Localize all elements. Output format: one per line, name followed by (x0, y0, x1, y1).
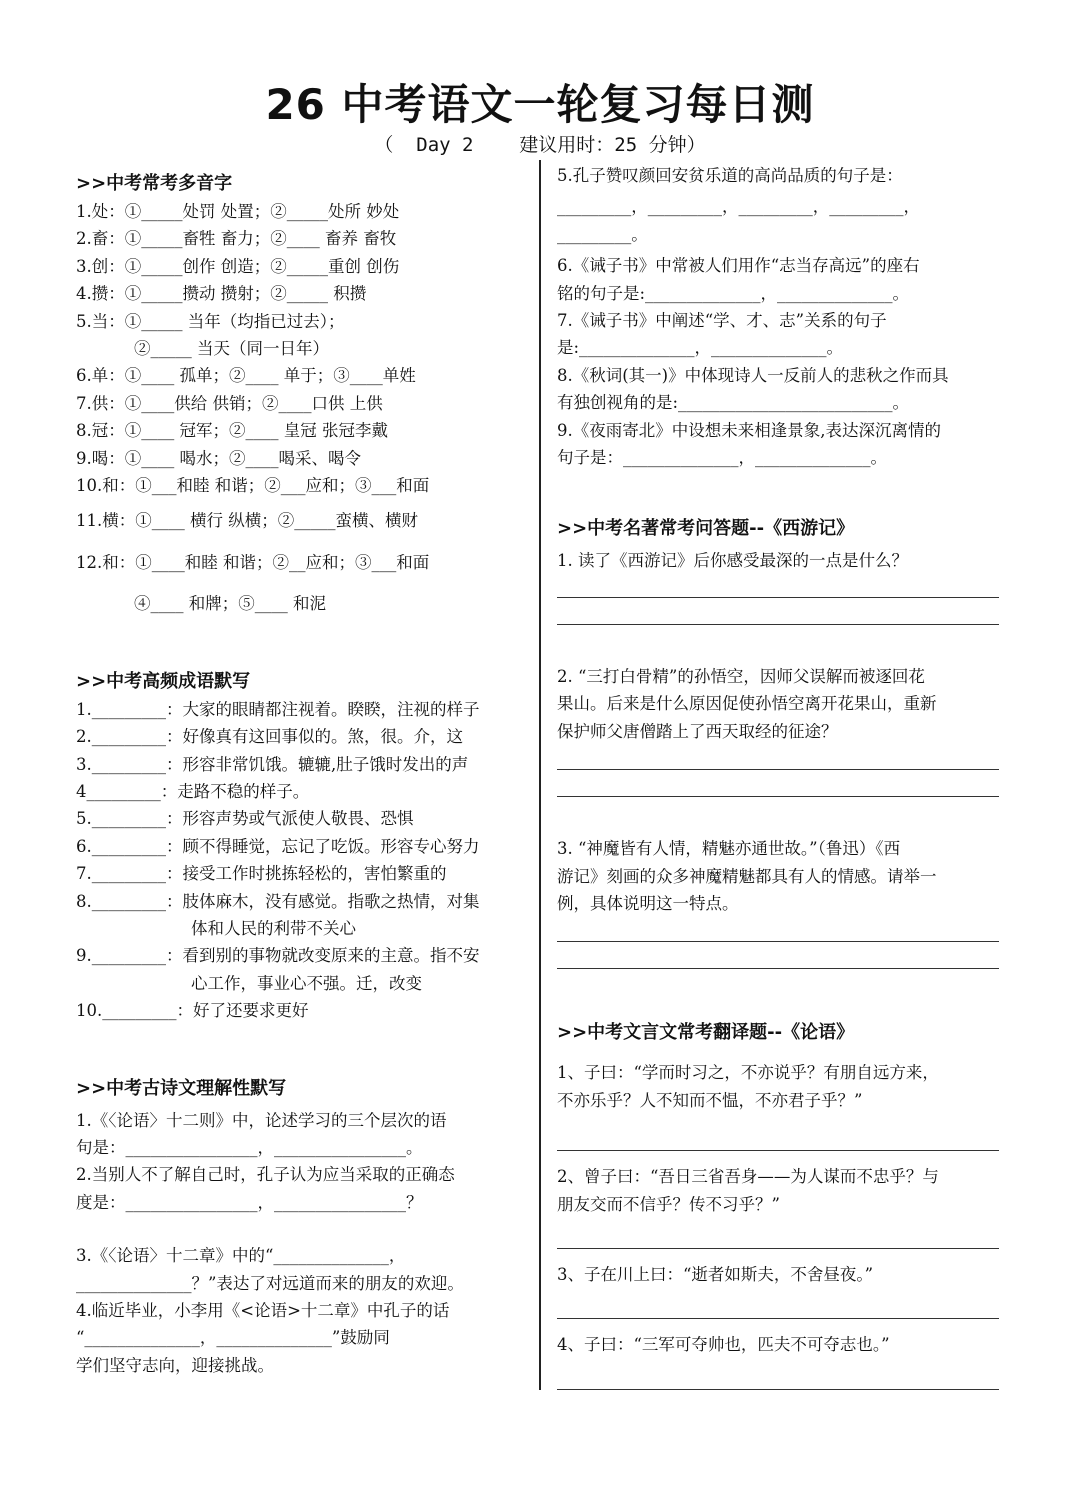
idiom-definition: ：好像真有这回事似的。煞，很。介，这 (166, 727, 463, 747)
question-line: 果山。后来是什么原因促使孙悟空离开花果山，重新 (557, 694, 937, 714)
idiom-number: 8._________ (76, 891, 166, 911)
idiom-definition: ：走路不稳的样子。 (160, 781, 310, 801)
poetry-line: 3.《〈论语〉十二章》中的“______________， (76, 1246, 406, 1266)
poetry-line: 2.当别人不了解自己时，孔子认为应当采取的正确态 (76, 1165, 455, 1185)
right-column (557, 162, 1007, 1390)
polyphone-item: 6.单：①____ 孤单；②____ 单于；③____单姓 (76, 366, 416, 386)
poetry-line: ______________？”表达了对远道而来的朋友的欢迎。 (76, 1273, 464, 1293)
page-title: 26 中考语文一轮复习每日测 (265, 80, 815, 129)
idiom-definition: ：顾不得睡觉，忘记了吃饭。形容专心努力 (166, 836, 480, 856)
idiom-row (76, 778, 528, 805)
question-line: 保护师父唐僧踏上了西天取经的征途？ (557, 721, 838, 741)
question-line: 不亦乐乎？人不知而不愠，不亦君子乎？” (557, 1090, 863, 1110)
idiom-number: 3._________ (76, 754, 166, 774)
idiom-number: 4_________ (76, 781, 161, 801)
idiom-definition: ：大家的眼睛都注视着。睽睽，注视的样子 (166, 699, 480, 719)
polyphone-item: 10.和：①___和睦 和谐；②___应和；③___和面 (76, 476, 430, 496)
poetry-line: 学们坚守志向，迎接挑战。 (76, 1355, 274, 1375)
polyphone-item: 2.畜：①_____畜牲 畜力；②____ 畜养 畜牧 (76, 229, 397, 249)
poetry-line: 铭的句子是:______________，______________。 (557, 283, 910, 303)
question-line: 游记》刻画的众多神魔精魅都具有人的情感。请举一 (557, 866, 937, 886)
idiom-row (76, 997, 528, 1024)
idiom-number: 1._________ (76, 699, 166, 719)
idiom-row (76, 751, 528, 778)
poetry-line: 8.《秋词(其一)》中体现诗人一反前人的悲秋之作而具 (557, 365, 949, 385)
poetry-line: 句是：________________，________________。 (76, 1137, 423, 1157)
section-heading-poetry: >>中考古诗文理解性默写 (76, 1077, 287, 1099)
poetry-line: 度是：________________，________________？ (76, 1192, 423, 1212)
idiom-number: 2._________ (76, 727, 166, 747)
section-heading-idioms: >>中考高频成语默写 (76, 670, 251, 692)
idiom-number: 9._________ (76, 946, 166, 966)
question-line: 2、曾子曰：“吾日三省吾身——为人谋而不忠乎？与 (557, 1167, 939, 1187)
question-line: 3. “神魔皆有人情，精魅亦通世故。”（鲁迅）《西 (557, 839, 901, 859)
polyphone-item: 4.攒：①_____攒动 攒射；②_____ 积攒 (76, 284, 367, 304)
question-line: 3、子在川上曰：“逝者如斯夫，不舍昼夜。” (557, 1264, 874, 1284)
poetry-line: 是:______________，______________。 (557, 338, 844, 358)
poetry-line: 1.《〈论语〉十二则》中，论述学习的三个层次的语 (76, 1110, 447, 1130)
polyphone-item: 7.供：①____供给 供销；②____口供 上供 (76, 393, 383, 413)
poetry-line: 4.临近毕业，小李用《<论语>十二章》中孔子的话 (76, 1301, 450, 1320)
idiom-row (76, 888, 528, 915)
polyphone-item: 1.处：①_____处罚 处置；②_____处所 妙处 (76, 202, 400, 221)
idiom-number: 7._________ (76, 864, 166, 884)
idiom-definition: ：看到别的事物就改变原来的主意。指不安 (166, 946, 480, 966)
idiom-row (76, 942, 528, 969)
polyphone-item: ②_____ 当天（同一日年） (134, 339, 329, 359)
polyphone-item: 3.创：①_____创作 创造；②_____重创 创伤 (76, 256, 400, 276)
section-heading-translation: >>中考文言文常考翻译题--《论语》 (557, 1022, 855, 1044)
idiom-definition-cont: 心工作，事业心不强。迁，改变 (191, 973, 422, 993)
idiom-definition: ：形容声势或气派使人敬畏、恐惧 (166, 809, 414, 829)
poetry-line: 5.孔子赞叹颜回安贫乐道的高尚品质的句子是： (557, 166, 903, 185)
polyphone-item: 12.和：①____和睦 和谐；②__应和；③___和面 (76, 552, 430, 572)
polyphone-item: 8.冠：①____ 冠军；②____ 皇冠 张冠李戴 (76, 421, 388, 441)
poetry-line: _________，_________，_________，_________， (557, 197, 920, 217)
polyphone-item: 5.当：①_____ 当年（均指已过去）； (76, 311, 345, 331)
idiom-row (76, 696, 528, 723)
idiom-number: 6._________ (76, 836, 166, 856)
idiom-definition: ：好了还要求更好 (176, 1001, 309, 1021)
poetry-line: 句子是：______________，______________。 (557, 448, 887, 468)
polyphone-item: 9.喝：①____ 喝水；②____喝采、喝令 (76, 448, 361, 468)
idiom-row (76, 723, 528, 750)
idiom-definition: ：形容非常饥饿。辘辘,肚子饿时发出的声 (166, 754, 469, 774)
answer-line (557, 1389, 999, 1390)
idiom-definition: ：肢体麻木，没有感觉。指歌之热情，对集 (166, 891, 480, 911)
question-line: 2. “三打白骨精”的孙悟空，因师父误解而被逐回花 (557, 666, 925, 686)
idiom-row (76, 860, 528, 887)
section-heading-classic: >>中考名著常考问答题--《西游记》 (557, 518, 855, 540)
idiom-definition-cont: 体和人民的利带不关心 (191, 918, 356, 938)
idiom-number: 10._________ (76, 1001, 177, 1021)
poetry-line: 6.《诫子书》中常被人们用作“志当存高远”的座右 (557, 256, 920, 276)
poetry-line: 9.《夜雨寄北》中设想未来相逢景象,表达深沉离情的 (557, 420, 941, 440)
poetry-line: _________。 (557, 224, 648, 244)
page-subtitle: （ Day 2 建议用时：25 分钟） (374, 134, 706, 156)
poetry-line: “______________，______________”鼓励同 (76, 1328, 390, 1348)
idiom-row (76, 805, 528, 832)
question-line: 例，具体说明这一特点。 (557, 893, 739, 913)
idiom-number: 5._________ (76, 809, 166, 829)
question-line: 朋友交而不信乎？传不习乎？” (557, 1194, 780, 1214)
left-column (76, 170, 528, 1379)
question-line: 1. 读了《西游记》后你感受最深的一点是什么？ (557, 551, 908, 571)
idiom-definition: ：接受工作时挑拣轻松的，害怕繁重的 (166, 864, 447, 884)
idiom-row (76, 833, 528, 860)
polyphone-item: 11.横：①____ 横行 纵横；②_____蛮横、横财 (76, 511, 418, 531)
poetry-line: 7.《诫子书》中阐述“学、才、志”关系的句子 (557, 311, 887, 331)
poetry-line: 有独创视角的是:__________________________。 (557, 393, 910, 413)
column-divider (539, 160, 541, 1390)
polyphone-item: ④____ 和牌；⑤____ 和泥 (134, 594, 326, 614)
question-line: 1、子曰：“学而时习之，不亦说乎？有朋自远方来， (557, 1063, 939, 1083)
question-line: 4、子曰：“三军可夺帅也，匹夫不可夺志也。” (557, 1335, 890, 1355)
section-heading-polyphone: >>中考常考多音字 (76, 173, 233, 194)
